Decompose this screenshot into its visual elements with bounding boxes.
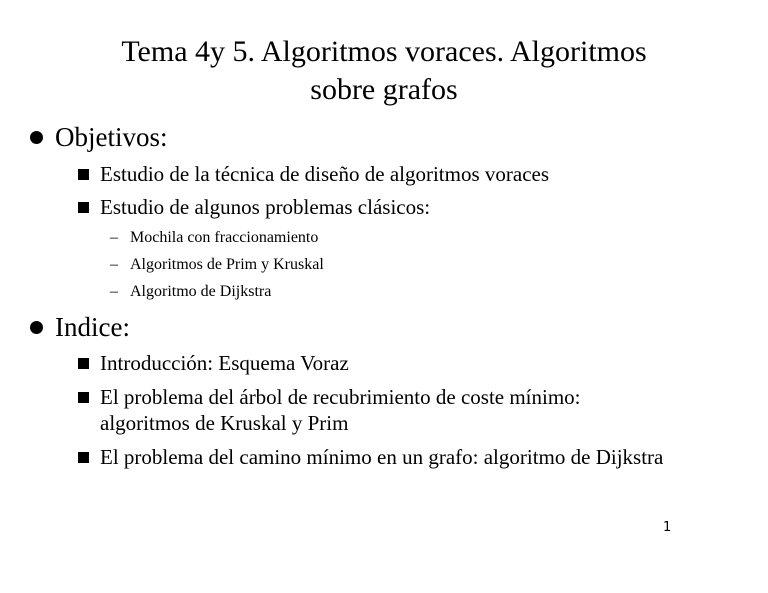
- dash-icon: –: [110, 283, 118, 300]
- dash-icon: –: [110, 256, 118, 273]
- objetivos-heading-text: Objetivos:: [55, 121, 168, 152]
- indice-heading-text: Indice:: [55, 311, 130, 342]
- slide-title: [0, 33, 768, 109]
- objetivos-subitem-text: Algoritmo de Dijkstra: [130, 283, 272, 300]
- bullet-square-icon: [78, 392, 89, 403]
- indice-item-text: Introducción: Esquema Voraz: [100, 351, 349, 375]
- objetivos-item: [78, 194, 740, 220]
- page-number: 1: [663, 520, 672, 535]
- indice-item: [78, 384, 660, 436]
- slide-title-line-1: Tema 4y 5. Algoritmos voraces. Algoritmos: [121, 35, 647, 68]
- objetivos-item-text: Estudio de la técnica de diseño de algoritmos voraces: [100, 162, 550, 186]
- bullet-square-icon: [78, 452, 89, 463]
- objetivos-subitem: [110, 255, 324, 275]
- bullet-square-icon: [78, 202, 89, 213]
- objetivos-subitem-text: Algoritmos de Prim y Kruskal: [130, 256, 324, 273]
- indice-item-text: El problema del camino mínimo en un grafo: algoritmo de Dijkstra: [100, 445, 664, 469]
- objetivos-subitem-text: Mochila con fraccionamiento: [130, 229, 319, 246]
- dash-icon: –: [110, 229, 118, 246]
- bullet-dot-icon: [30, 321, 43, 334]
- indice-item: [78, 444, 740, 470]
- indice-item: [78, 350, 740, 376]
- objetivos-heading: [30, 120, 168, 154]
- objetivos-subitem: [110, 228, 318, 248]
- bullet-square-icon: [78, 169, 89, 180]
- slide-title-line-2: sobre grafos: [310, 73, 458, 106]
- objetivos-item: [78, 161, 740, 187]
- indice-heading: [30, 310, 130, 344]
- bullet-square-icon: [78, 358, 89, 369]
- objetivos-subitem: [110, 282, 271, 302]
- objetivos-item-text: Estudio de algunos problemas clásicos:: [100, 195, 431, 219]
- indice-item-text: El problema del árbol de recubrimiento de coste mínimo: algoritmos de Kruskal y Prim: [100, 385, 581, 435]
- bullet-dot-icon: [30, 131, 43, 144]
